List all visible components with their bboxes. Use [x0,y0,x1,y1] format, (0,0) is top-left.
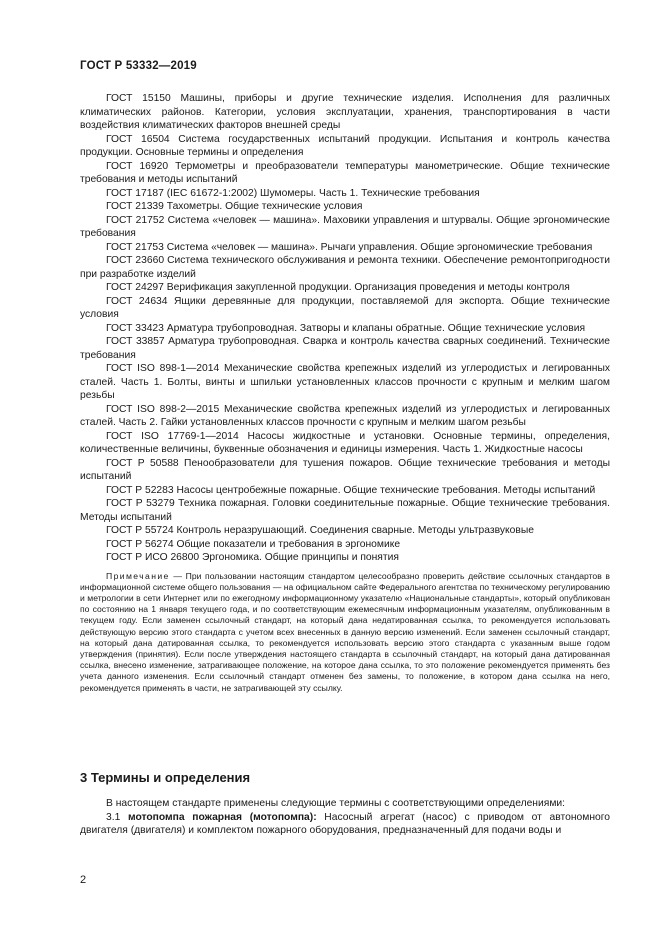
reference-item: ГОСТ Р ИСО 26800 Эргономика. Общие принципы и понятия [106,552,399,563]
term-name: мотопомпа пожарная (мотопомпа): [127,811,317,823]
term-definition [80,811,610,838]
reference-item: ГОСТ 16920 Термометры и преобразователи температуры манометрические. Общие технические требования и методы испытаний [80,160,610,185]
note-paragraph [80,571,610,694]
normative-references [80,92,610,702]
reference-item: ГОСТ Р 55724 Контроль неразрушающий. Соединения сварные. Методы ультразвуковые [106,525,534,536]
reference-item: ГОСТ 21752 Система «человек — машина». Маховики управления и штурвалы. Общие эргономические требования [80,214,610,239]
page-number: 2 [80,874,87,886]
section-body [80,797,610,838]
note-label: Примечание [106,570,170,581]
reference-item: ГОСТ 21753 Система «человек — машина». Рычаги управления. Общие эргономические требования [106,241,593,253]
reference-item: ГОСТ 15150 Машины, приборы и другие технические изделия. Исполнения для различных климатических районов. Категории, условия эксплуатации, хранения, транспортирования в части воздействия климатических факторов внешней среды [80,93,610,131]
reference-item: ГОСТ ISO 898-2—2015 Механические свойства крепежных изделий из углеродистых и легированных сталей. Часть 2. Гайки установленных классов прочности с крупным и мелким шагом резьбы [80,403,610,428]
reference-item: ГОСТ Р 50588 Пенообразователи для тушения пожаров. Общие технические требования и методы испытаний [80,457,610,482]
section-title: 3 Термины и определения [80,770,251,785]
reference-item: ГОСТ Р 53279 Техника пожарная. Головки соединительные пожарные. Общие технические требования. Методы испытаний [80,498,610,523]
reference-item: ГОСТ 33423 Арматура трубопроводная. Затворы и клапаны обратные. Общие технические условия [106,322,586,334]
reference-item: ГОСТ 17187 (IEC 61672-1:2002) Шумомеры. Часть 1. Технические требования [106,187,480,199]
reference-item: ГОСТ 24297 Верификация закупленной продукции. Организация проведения и методы контроля [106,282,570,293]
reference-item: ГОСТ 33857 Арматура трубопроводная. Сварка и контроль качества сварных соединений. Технические требования [80,336,610,361]
document-header: ГОСТ Р 53332—2019 [80,60,197,72]
reference-item: ГОСТ 21339 Тахометры. Общие технические условия [106,201,363,212]
reference-item: ГОСТ Р 56274 Общие показатели и требования в эргономике [106,538,401,550]
reference-item: ГОСТ ISO 17769-1—2014 Насосы жидкостные и установки. Основные термины, определения, количественные величины, буквенные обозначения и единицы измерения. Часть 1. Жидкостные насосы [80,430,610,455]
reference-item: ГОСТ 24634 Ящики деревянные для продукции, поставляемой для экспорта. Общие технические условия [80,295,610,320]
reference-item: ГОСТ 23660 Система технического обслуживания и ремонта техники. Обеспечение ремонтопригодности при разработке изделий [80,255,610,280]
reference-item: ГОСТ ISO 898-1—2014 Механические свойства крепежных изделий из углеродистых и легированных сталей. Часть 1. Болты, винты и шпильки установленных классов прочности с крупным и мелким шагом резьбы [80,363,610,401]
term-text: Насосный агрегат (насос) с приводом от автономного двигателя (двигателя) и комплектом пожарного оборудования, предназначенный для подачи воды и [80,811,610,836]
section-intro: В настоящем стандарте применены следующие термины с соответствующими определениями: [106,798,566,809]
note-text: — При пользовании настоящим стандартом целесообразно проверить действие ссылочных стандартов в информационной системе общего пользования — на официальном сайте Федерального агентства по техническому регулированию и метрологии в сети Интернет или по ежегодному информационному указателю «Национальные стандарты», который опубликован по состоянию на 1 января текущего года, и по соответствующим ежемесячным информационным указателям, опубликованным в текущем году. Если заменен ссылочный стандарт, на который дана недатированная ссылка, то рекомендуется использовать действующую версию этого стандарта с учетом всех внесенных в данную версию изменений. Если заменен ссылочный стандарт, на который дана датированная ссылка, то рекомендуется использовать версию этого стандарта с указанным выше годом утверждения (принятия). Если после утверждения настоящего стандарта в ссылочный стандарт, на который дана датированная ссылка, внесено изменение, затрагивающее положение, на которое дана ссылка, то это положение рекомендуется применять без учета данного изменения. Если ссылочный стандарт отменен без замены, то положение, в котором дана ссылка на него, рекомендуется применять в части, не затрагивающей эту ссылку. [80,570,610,693]
reference-item: ГОСТ 16504 Система государственных испытаний продукции. Испытания и контроль качества продукции. Основные термины и определения [80,133,610,158]
reference-item: ГОСТ Р 52283 Насосы центробежные пожарные. Общие технические требования. Методы испытаний [106,484,596,496]
term-number: 3.1 [106,811,128,823]
